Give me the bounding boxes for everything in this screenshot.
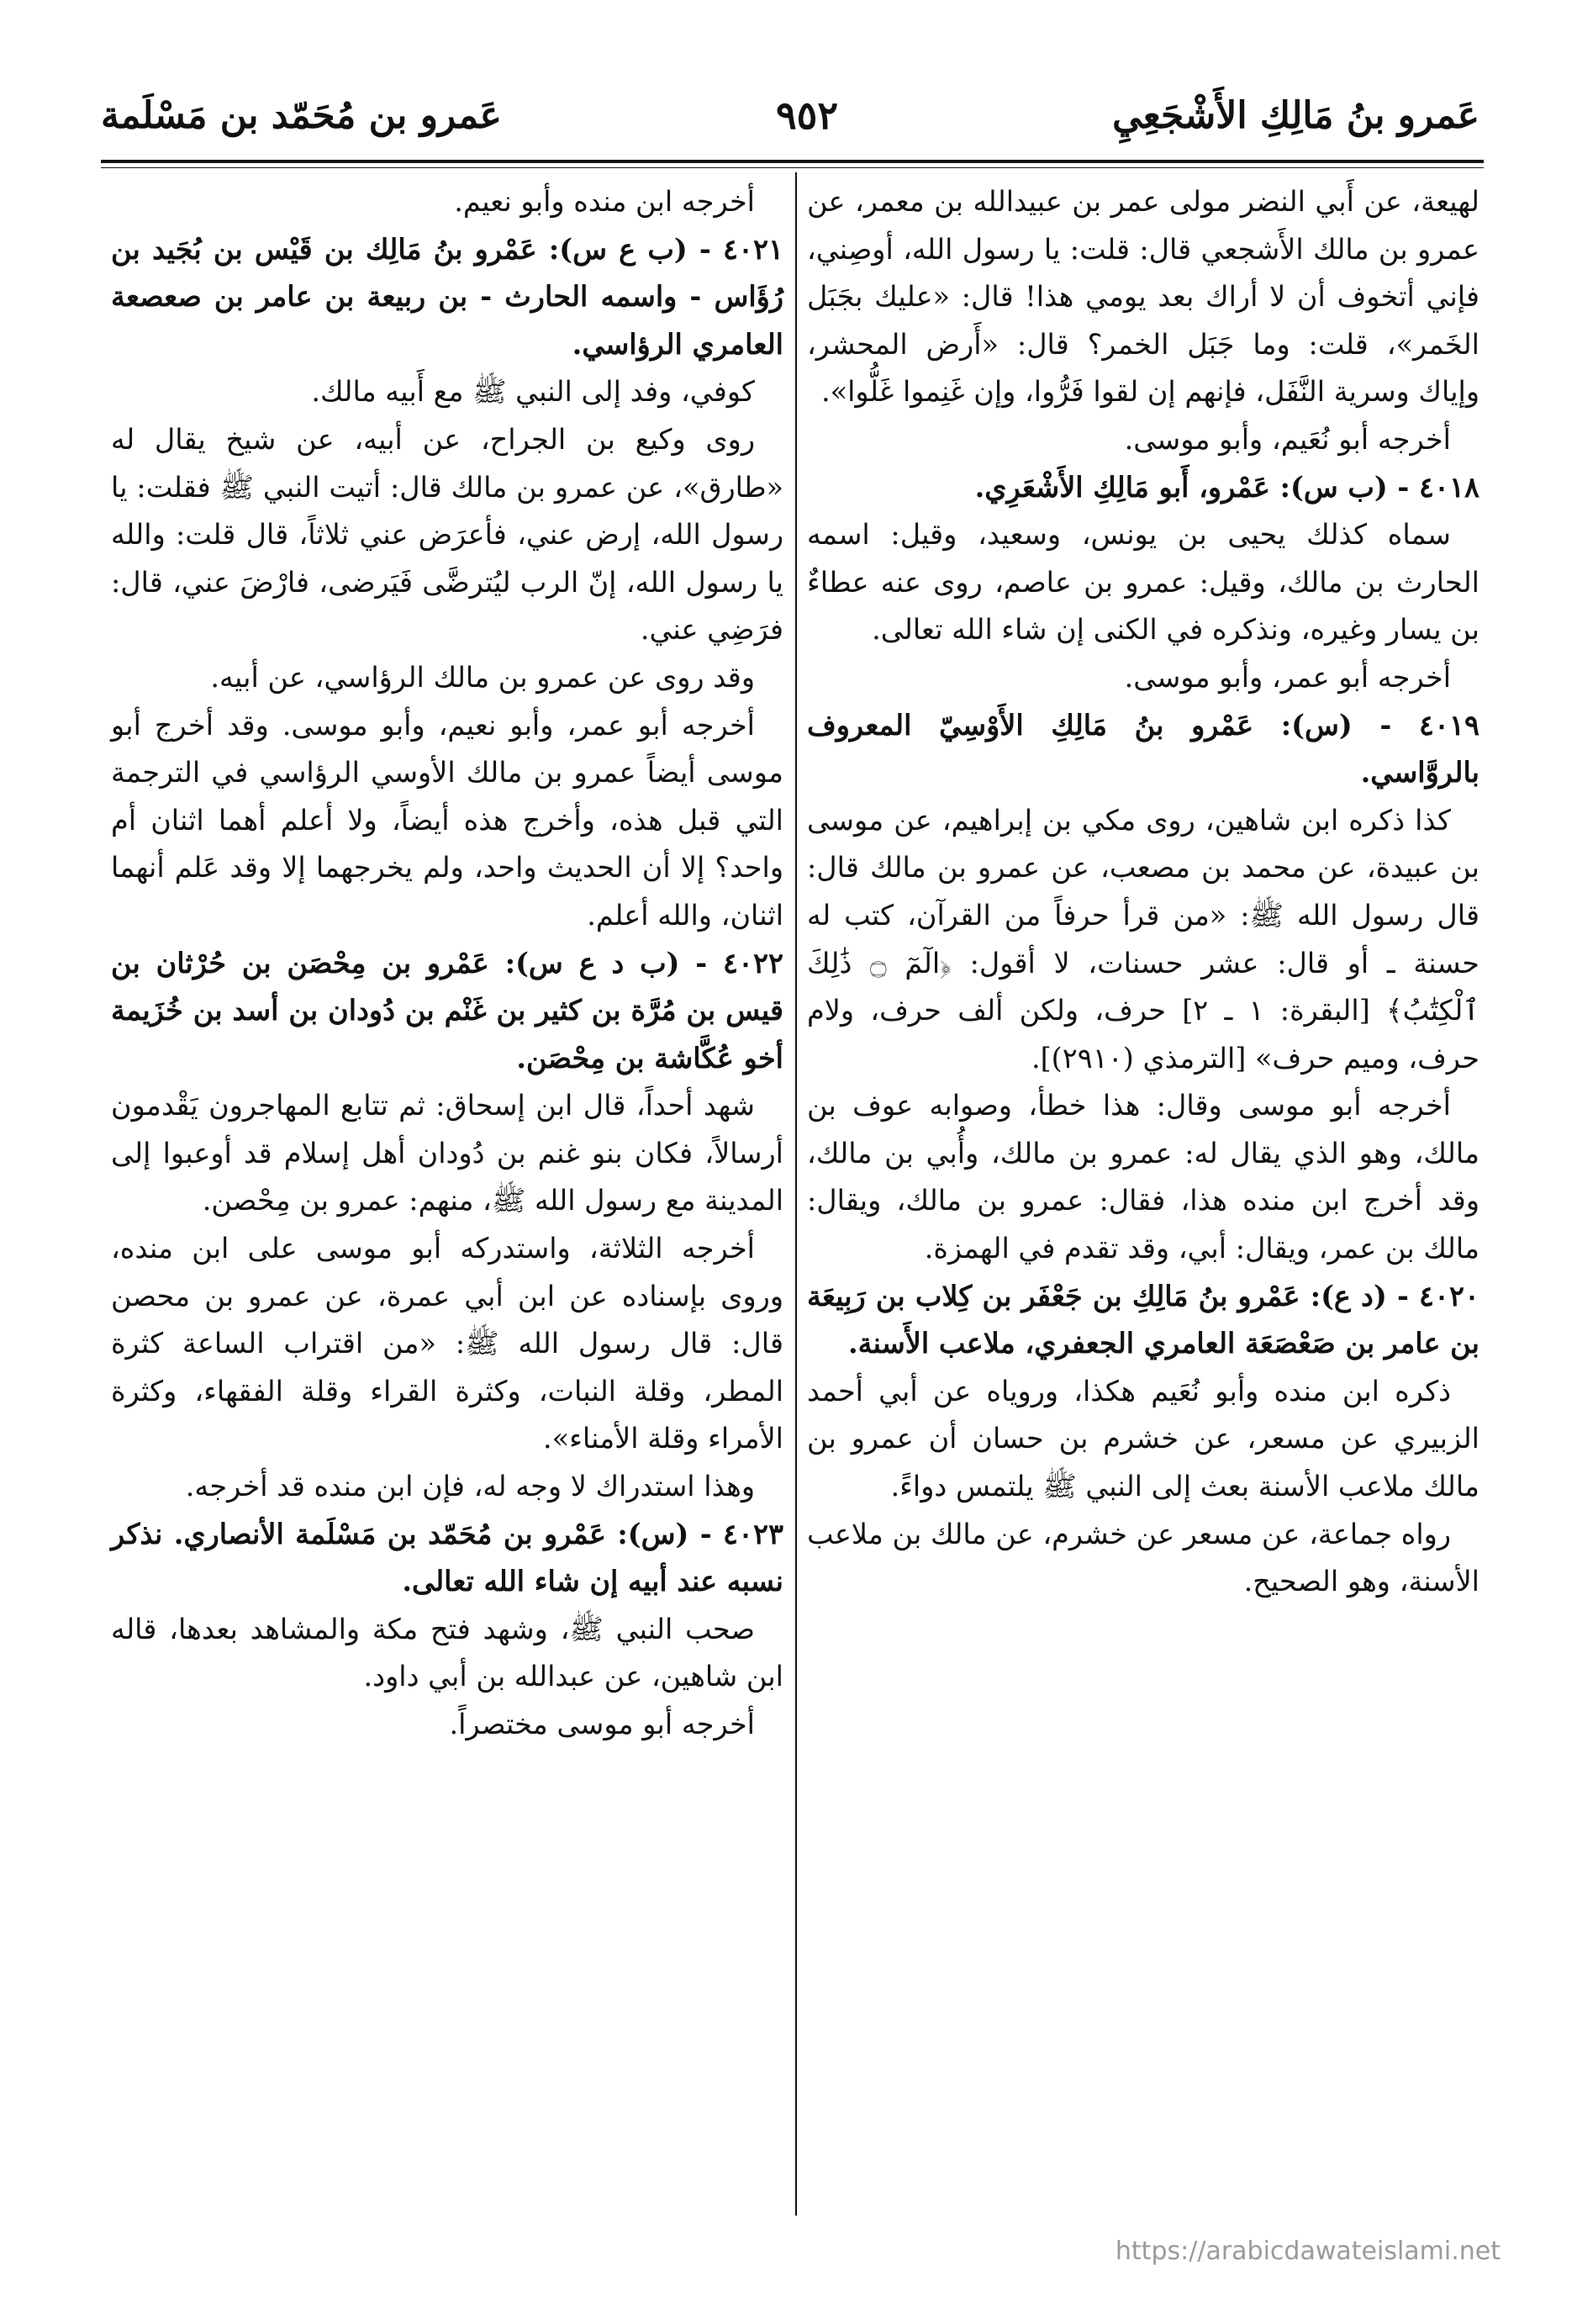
header-rule-thin <box>101 167 1484 168</box>
paragraph: لهيعة، عن أَبي النضر مولى عمر بن عبيدالله بن معمر، عن عمرو بن مالك الأَشجعي قال: قلت: يا رسول الله، أوصِني، فإني أتخوف أن لا أراك بعد يومي هذا! قال: «عليك بجَبَل الخَمر»، قلت: وما جَبَل الخمر؟ قال: «أَرض المحشر، وإياك وسرية النَّفَل، فإنهم إن لقوا فَرُّوا، وإن غَنِموا غَلُّوا». <box>807 185 1479 409</box>
header-rule-thick <box>101 160 1484 163</box>
paragraph: صحب النبي ﷺ، وشهد فتح مكة والمشاهد بعدها، قاله ابن شاهين، عن عبدالله بن أبي داود. <box>111 1612 783 1693</box>
paragraph: أخرجه أبو نُعَيم، وأبو موسى. <box>1124 422 1451 456</box>
paragraph: وهذا استدراك لا وجه له، فإن ابن منده قد أخرجه. <box>185 1470 755 1503</box>
paragraph: وقد روى عن عمرو بن مالك الرؤاسي، عن أبيه. <box>210 660 755 694</box>
entry-heading-4021: ٤٠٢١ - (ب ع س): عَمْرو بنُ مَالِك بن قَيْس بن بُجَيد بن رُؤَاس - واسمه الحارث - بن ربيعة بن عامر بن صعصعة العامري الرؤاسي. <box>111 232 783 361</box>
entry-heading-4020: ٤٠٢٠ - (د ع): عَمْرو بنُ مَالِكِ بن جَعْفَر بن كِلاب بن رَبِيعَة بن عامر بن صَعْصَعَة العامري الجعفري، ملاعب الأَسنة. <box>807 1279 1479 1360</box>
paragraph: أخرجه أبو عمر، وأبو موسى. <box>1124 660 1451 694</box>
left-column <box>111 178 783 1749</box>
paragraph: أخرجه أبو موسى مختصراً. <box>449 1708 755 1740</box>
watermark-url: https://arabicdawateislami.net <box>1115 2237 1501 2266</box>
paragraph: أخرجه الثلاثة، واستدركه أبو موسى على ابن منده، وروى بإسناده عن ابن أبي عمرة، عن عمرو بن محصن قال: قال رسول الله ﷺ: «من اقتراب الساعة كثرة المطر، وقلة النبات، وكثرة القراء وقلة الفقهاء، وكثرة الأمراء وقلة الأمناء». <box>111 1232 783 1455</box>
running-title-left: عَمرو بن مُحَمّد بن مَسْلَمة <box>101 93 502 137</box>
paragraph: أخرجه ابن منده وأبو نعيم. <box>454 185 755 218</box>
paragraph: رواه جماعة، عن مسعر عن خشرم، عن مالك بن ملاعب الأسنة، وهو الصحيح. <box>807 1517 1479 1598</box>
entry-heading-4023: ٤٠٢٣ - (س): عَمْرو بن مُحَمّد بن مَسْلَمة الأنصاري. نذكر نسبه عند أبيه إن شاء الله تعالى. <box>111 1517 783 1598</box>
page-header <box>101 84 1479 146</box>
running-title-right: عَمرو بنُ مَالِكِ الأَشْجَعِيِ <box>1112 93 1479 137</box>
page-number: ٩٥٢ <box>775 92 839 138</box>
paragraph: كوفي، وفد إلى النبي ﷺ مع أَبيه مالك. <box>311 375 755 409</box>
paragraph: روى وكيع بن الجراح، عن أبيه، عن شيخ يقال له «طارق»، عن عمرو بن مالك قال: أتيت النبي ﷺ فقلت: يا رسول الله، إرض عني، فأعرَض عني ثلاثاً، قال قلت: والله يا رسول الله، إنّ الرب ليُترضَّى فَيَرضى، فارْضَ عني، قال: فرَضِي عني. <box>111 422 783 647</box>
paragraph: أخرجه أبو عمر، وأبو نعيم، وأبو موسى. وقد أخرج أبو موسى أيضاً عمرو بن مالك الأوسي الرؤاسي في الترجمة التي قبل هذه، وأخرج هذه أيضاً، ولا أعلم أهما اثنان أم واحد؟ إلا أن الحديث واحد، ولم يخرجهما إلا وقد عَلم أنهما اثنان، والله أعلم. <box>111 708 783 932</box>
entry-heading-4018: ٤٠١٨ - (ب س): عَمْرو، أَبو مَالِكِ الأَشْعَرِي. <box>974 470 1479 504</box>
right-column <box>807 178 1479 1606</box>
column-divider <box>795 172 797 2216</box>
paragraph: سماه كذلك يحيى بن يونس، وسعيد، وقيل: اسمه الحارث بن مالك، وقيل: عمرو بن عاصم، روى عنه عطاءٌ بن يسار وغيره، ونذكره في الكنى إن شاء الله تعالى. <box>807 518 1479 647</box>
paragraph: أخرجه أبو موسى وقال: هذا خطأ، وصوابه عوف بن مالك، وهو الذي يقال له: عمرو بن مالك، وأُبي بن مالك، وقد أخرج ابن منده هذا، فقال: عمرو بن مالك، ويقال: مالك بن عمر، ويقال: أبي، وقد تقدم في الهمزة. <box>807 1089 1479 1265</box>
paragraph: شهد أحداً، قال ابن إسحاق: ثم تتابع المهاجرون يَقْدمون أرسالاً، فكان بنو غنم بن دُودان أهل إسلام قد أوعبوا إلى المدينة مع رسول الله ﷺ، منهم: عمرو بن مِحْصن. <box>111 1089 783 1217</box>
paragraph: ذكره ابن منده وأبو نُعَيم هكذا، وروياه عن أبي أحمد الزبيري عن مسعر، عن خشرم بن حسان أن عمرو بن مالك ملاعب الأسنة بعث إلى النبي ﷺ يلتمس دواءً. <box>807 1374 1479 1503</box>
entry-heading-4019: ٤٠١٩ - (س): عَمْرو بنُ مَالِكِ الأَوْسِيّ المعروف بالروَّاسي. <box>807 708 1479 790</box>
entry-heading-4022: ٤٠٢٢ - (ب د ع س): عَمْرو بن مِحْصَن بن حُرْثان بن قيس بن مُرَّة بن كثير بن غَنْم بن دُودان بن أسد بن خُزَيمة أخو عُكَّاشة بن مِحْصَن. <box>111 946 783 1075</box>
paragraph: كذا ذكره ابن شاهين، روى مكي بن إبراهيم، عن موسى بن عبيدة، عن محمد بن مصعب، عن عمرو بن مالك قال: قال رسول الله ﷺ: «من قرأ حرفاً من القرآن، كتب له حسنة ـ أو قال: عشر حسنات، لا أقول: ﴿الٓمٓ ۝ ذَٰلِكَ ٱلْكِتَٰبُ﴾ [البقرة: ١ ـ ٢] حرف، ولكن ألف حرف، ولام حرف، وميم حرف» [الترمذي (٢٩١٠)]. <box>807 803 1479 1075</box>
